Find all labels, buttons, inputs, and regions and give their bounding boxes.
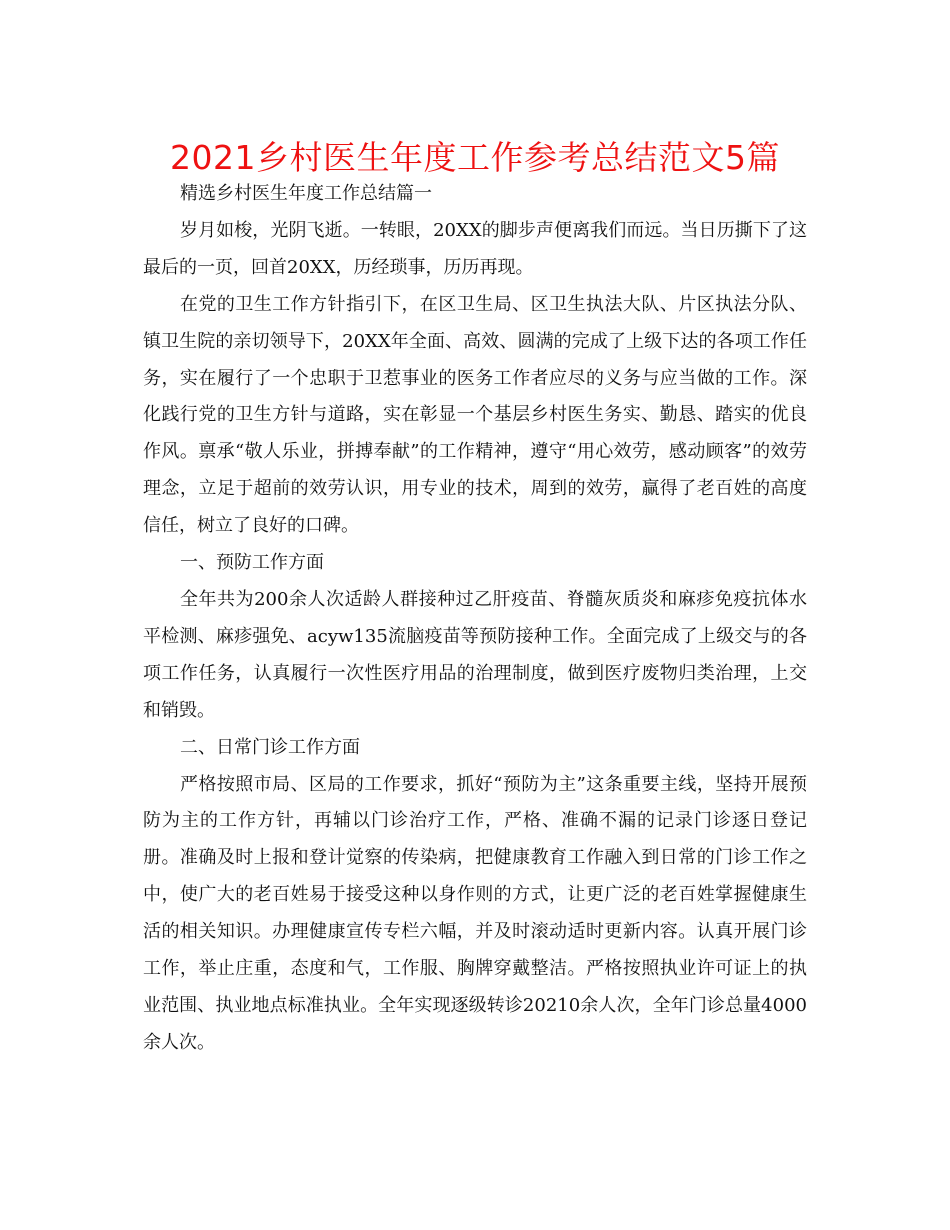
section-subtitle: 精选乡村医生年度工作总结篇一 xyxy=(180,183,432,204)
document-body xyxy=(143,176,807,1062)
document-title: 2021乡村医生年度工作参考总结范文5篇 xyxy=(170,138,780,177)
paragraph-prevention: 全年共为200余人次适龄人群接种过乙肝疫苗、脊髓灰质炎和麻疹免疫抗体水平检测、麻疹强免、acyw135流脑疫苗等预防接种工作。全面完成了上级交与的各项工作任务，认真履行一次性医疗用品的治理制度，做到医疗废物归类治理，上交和销毁。 xyxy=(143,588,807,721)
paragraph-summary: 在党的卫生工作方针指引下，在区卫生局、区卫生执法大队、片区执法分队、镇卫生院的亲切领导下，20XX年全面、高效、圆满的完成了上级下达的各项工作任务，实在履行了一个忠职于卫惹事业的医务工作者应尽的义务与应当做的工作。深化践行党的卫生方针与道路，实在彰显一个基层乡村医生务实、勤恳、踏实的优良作风。禀承“敬人乐业，拼搏奉献”的工作精神，遵守“用心效劳，感动顾客”的效劳理念，立足于超前的效劳认识，用专业的技术，周到的效劳，赢得了老百姓的高度信任，树立了良好的口碑。 xyxy=(143,293,807,537)
heading-outpatient: 二、日常门诊工作方面 xyxy=(180,736,360,758)
paragraph-intro: 岁月如梭，光阴飞逝。一转眼，20XX的脚步声便离我们而远。当日历撕下了这最后的一页，回首20XX，历经琐事，历历再现。 xyxy=(143,219,807,278)
heading-prevention: 一、预防工作方面 xyxy=(180,552,324,574)
paragraph-outpatient: 严格按照市局、区局的工作要求，抓好“预防为主”这条重要主线，坚持开展预防为主的工作方针，再辅以门诊治疗工作，严格、准确不漏的记录门诊逐日登记册。准确及时上报和登计觉察的传染病，把健康教育工作融入到日常的门诊工作之中，使广大的老百姓易于接受这种以身作则的方式，让更广泛的老百姓掌握健康生活的相关知识。办理健康宣传专栏六幅，并及时滚动适时更新内容。认真开展门诊工作，举止庄重，态度和气，工作服、胸牌穿戴整洁。严格按照执业许可证上的执业范围、执业地点标准执业。全年实现逐级转诊20210余人次，全年门诊总量4000余人次。 xyxy=(143,773,807,1053)
